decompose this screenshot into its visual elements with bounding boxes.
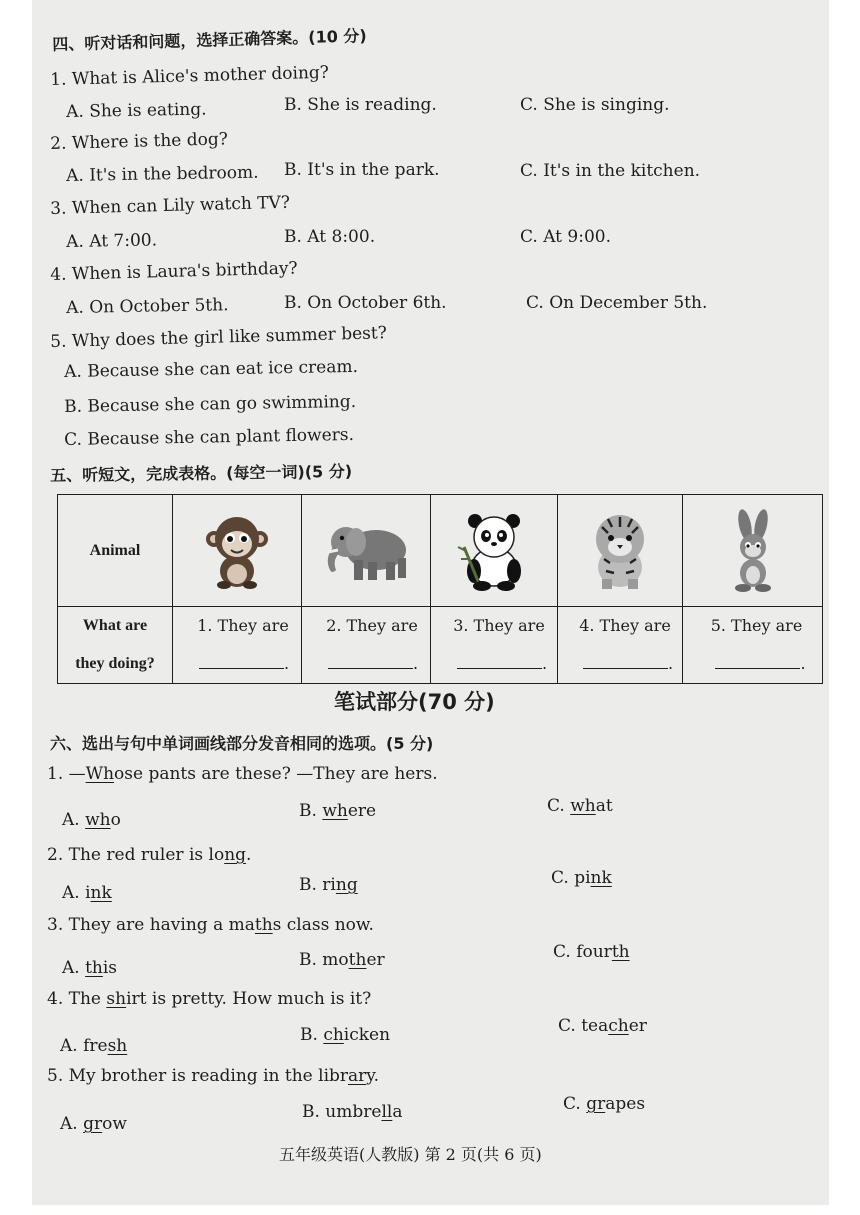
header-question (58, 607, 173, 684)
question-3: 3. When can Lily watch TV? (50, 192, 291, 219)
q4-option-a: A. On October 5th. (66, 295, 229, 318)
header-question-line-1: What are (82, 617, 148, 634)
animal-cell-2 (302, 495, 431, 607)
rabbit-icon (723, 509, 783, 593)
animal-cell-5 (683, 495, 823, 607)
pron-3-option-c: C. fourth (553, 942, 630, 962)
header-question-line-2: they doing? (75, 655, 155, 672)
pron-2-option-a: A. ink (62, 883, 112, 903)
tiger-icon (588, 511, 652, 591)
q4-option-b: B. On October 6th. (284, 293, 447, 313)
exam-page (32, 0, 829, 1205)
pron-5-option-c: C. grapes (563, 1094, 646, 1114)
q1-option-c: C. She is singing. (520, 95, 670, 115)
answer-period-5: . (800, 654, 806, 673)
animal-cell-4 (558, 495, 683, 607)
q3-option-a: A. At 7:00. (66, 230, 158, 252)
pron-1-option-a: A. who (62, 810, 121, 830)
monkey-icon (204, 511, 270, 591)
answer-cell-2 (302, 607, 431, 684)
section6-title: 六、选出与句中单词画线部分发音相同的选项。(5 分) (50, 734, 434, 753)
panda-icon (456, 511, 532, 591)
elephant-icon (320, 518, 412, 584)
q2-option-c: C. It's in the kitchen. (520, 161, 701, 181)
answer-period-3: . (541, 654, 548, 673)
answer-cell-4 (558, 607, 683, 684)
q5-option-c: C. Because she can plant flowers. (64, 424, 355, 450)
q2-option-a: A. It's in the bedroom. (66, 162, 259, 186)
question-2: 2. Where is the dog? (50, 129, 229, 154)
answer-cell-5-text: 5. They are (710, 616, 803, 635)
answer-blank-1[interactable] (199, 652, 284, 669)
pron-5-option-a: A. grow (60, 1114, 127, 1134)
pron-question-3: 3. They are having a maths class now. (47, 915, 374, 935)
section4-title: 四、听对话和问题，选择正确答案。(10 分) (52, 26, 367, 54)
answer-cell-1-text: 1. They are (197, 616, 289, 635)
pron-2-option-c: C. pink (551, 868, 612, 888)
section5-title: 五、听短文，完成表格。(每空一词)(5 分) (50, 461, 353, 485)
answer-cell-5 (683, 607, 823, 684)
pron-question-1: 1. —Whose pants are these? —They are hers. (47, 764, 438, 784)
pron-4-option-a: A. fresh (60, 1036, 128, 1056)
pron-1-option-c: C. what (547, 796, 613, 816)
answer-cell-1 (173, 607, 302, 684)
animal-cell-1 (173, 495, 302, 607)
pron-3-option-b: B. mother (299, 950, 385, 970)
pron-4-option-b: B. chicken (300, 1025, 391, 1045)
answer-blank-3[interactable] (457, 652, 542, 669)
written-part-title: 笔试部分(70 分) (334, 690, 495, 714)
pron-3-option-a: A. this (62, 958, 118, 978)
answer-cell-2-text: 2. They are (326, 616, 418, 635)
pron-2-option-b: B. ring (299, 875, 358, 895)
q4-option-c: C. On December 5th. (526, 293, 708, 313)
page-footer: 五年级英语(人教版) 第 2 页(共 6 页) (279, 1145, 542, 1164)
header-animal: Animal (58, 495, 173, 607)
answer-blank-2[interactable] (328, 652, 413, 669)
answer-cell-3 (431, 607, 558, 684)
pron-question-5: 5. My brother is reading in the library. (47, 1066, 380, 1086)
question-4: 4. When is Laura's birthday? (50, 258, 298, 285)
pron-question-4: 4. The shirt is pretty. How much is it? (47, 989, 372, 1009)
q5-option-b: B. Because she can go swimming. (64, 391, 357, 417)
q5-option-a: A. Because she can eat ice cream. (64, 356, 359, 382)
q3-option-c: C. At 9:00. (520, 227, 612, 247)
q1-option-a: A. She is eating. (66, 99, 207, 122)
answer-blank-4[interactable] (583, 652, 668, 669)
animal-cell-3 (431, 495, 558, 607)
pron-1-option-b: B. where (299, 801, 377, 821)
question-1: 1. What is Alice's mother doing? (50, 62, 330, 90)
pron-question-2: 2. The red ruler is long. (47, 845, 252, 865)
answer-period-1: . (283, 654, 290, 673)
q1-option-b: B. She is reading. (284, 95, 437, 115)
answer-blank-5[interactable] (715, 652, 800, 669)
pron-5-option-b: B. umbrella (302, 1102, 403, 1122)
answer-period-2: . (412, 654, 419, 673)
pron-4-option-c: C. teacher (558, 1016, 647, 1036)
answer-period-4: . (667, 654, 674, 673)
listening-table (57, 494, 823, 684)
question-5: 5. Why does the girl like summer best? (50, 323, 388, 352)
q3-option-b: B. At 8:00. (284, 227, 376, 247)
q2-option-b: B. It's in the park. (284, 160, 440, 180)
answer-cell-4-text: 4. They are (579, 616, 671, 635)
answer-cell-3-text: 3. They are (453, 616, 545, 635)
